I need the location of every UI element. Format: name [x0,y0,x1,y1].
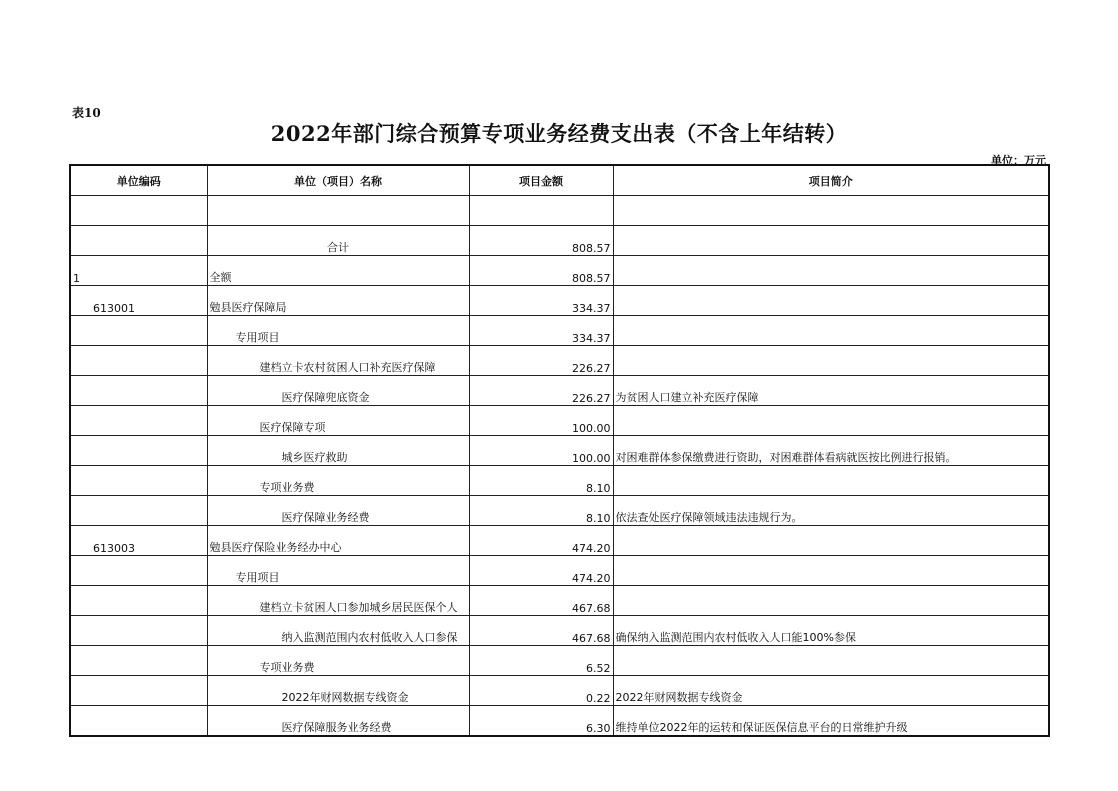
cell-code [70,676,207,706]
cell-amount: 0.22 [469,676,613,706]
table-row [70,286,1049,316]
cell-amount: 808.57 [469,256,613,286]
table-row [70,526,1049,556]
cell-description [613,256,1049,286]
cell-code [70,376,207,406]
cell-name: 专用项目 [207,556,469,586]
expenditure-table [69,164,1050,737]
cell-description [613,316,1049,346]
cell-code [70,346,207,376]
cell-description [613,586,1049,616]
cell-description: 维持单位2022年的运转和保证医保信息平台的日常维护升级 [613,706,1049,737]
cell-amount: 334.37 [469,316,613,346]
cell-amount: 808.57 [469,226,613,256]
cell-description [613,406,1049,436]
cell-amount: 6.52 [469,646,613,676]
header-unit-name: 单位（项目）名称 [207,165,469,196]
table-row [70,196,1049,226]
table-row [70,346,1049,376]
table-row [70,376,1049,406]
cell-description [613,226,1049,256]
cell-description [613,526,1049,556]
cell-code [70,226,207,256]
cell-description [613,466,1049,496]
cell-code: 613003 [70,526,207,556]
cell-description: 确保纳入监测范围内农村低收入人口能100%参保 [613,616,1049,646]
cell-description: 为贫困人口建立补充医疗保障 [613,376,1049,406]
table-row [70,706,1049,737]
cell-amount: 467.68 [469,586,613,616]
cell-description: 依法查处医疗保障领域违法违规行为。 [613,496,1049,526]
cell-name: 合计 [207,226,469,256]
cell-amount: 100.00 [469,436,613,466]
cell-amount: 8.10 [469,466,613,496]
cell-description [613,346,1049,376]
cell-code: 613001 [70,286,207,316]
cell-name: 医疗保障专项 [207,406,469,436]
cell-amount: 334.37 [469,286,613,316]
cell-name: 医疗保障业务经费 [207,496,469,526]
table-row [70,556,1049,586]
cell-code [70,316,207,346]
table-row [70,646,1049,676]
header-unit-code: 单位编码 [70,165,207,196]
unit-label: 单位：万元 [991,154,1046,167]
cell-description: 2022年财网数据专线资金 [613,676,1049,706]
cell-code [70,406,207,436]
cell-name: 专项业务费 [207,466,469,496]
table-row-total [70,226,1049,256]
cell-code [70,646,207,676]
cell-description [613,556,1049,586]
cell-code [70,496,207,526]
cell-name: 城乡医疗救助 [207,436,469,466]
cell-name [207,196,469,226]
cell-amount: 474.20 [469,526,613,556]
table-row [70,436,1049,466]
cell-amount: 226.27 [469,346,613,376]
cell-description: 对困难群体参保缴费进行资助，对困难群体看病就医按比例进行报销。 [613,436,1049,466]
header-description: 项目简介 [613,165,1049,196]
cell-name: 勉县医疗保障局 [207,286,469,316]
cell-name: 专项业务费 [207,646,469,676]
cell-name: 专用项目 [207,316,469,346]
cell-code [70,196,207,226]
cell-name: 建档立卡贫困人口参加城乡居民医保个人 [207,586,469,616]
table-row [70,676,1049,706]
table-number-label: 表10 [72,106,101,120]
cell-code [70,616,207,646]
cell-amount: 100.00 [469,406,613,436]
cell-code: 1 [70,256,207,286]
cell-code [70,436,207,466]
table-row [70,586,1049,616]
cell-name: 2022年财网数据专线资金 [207,676,469,706]
cell-name: 全额 [207,256,469,286]
header-amount: 项目金额 [469,165,613,196]
table-row [70,496,1049,526]
cell-name: 纳入监测范围内农村低收入人口参保 [207,616,469,646]
cell-amount [469,196,613,226]
table-row [70,256,1049,286]
cell-amount: 467.68 [469,616,613,646]
cell-name: 勉县医疗保险业务经办中心 [207,526,469,556]
cell-code [70,466,207,496]
table-header-row [70,165,1049,196]
table-row [70,406,1049,436]
table-row [70,616,1049,646]
table-row [70,466,1049,496]
cell-name: 医疗保障兜底资金 [207,376,469,406]
cell-description [613,196,1049,226]
cell-amount: 474.20 [469,556,613,586]
cell-description [613,646,1049,676]
cell-amount: 226.27 [469,376,613,406]
table-row [70,316,1049,346]
cell-code [70,556,207,586]
cell-code [70,706,207,737]
page-title: 2022年部门综合预算专项业务经费支出表（不含上年结转） [270,121,848,146]
cell-amount: 6.30 [469,706,613,737]
cell-name: 医疗保障服务业务经费 [207,706,469,737]
cell-code [70,586,207,616]
cell-amount: 8.10 [469,496,613,526]
cell-name: 建档立卡农村贫困人口补充医疗保障 [207,346,469,376]
cell-description [613,286,1049,316]
